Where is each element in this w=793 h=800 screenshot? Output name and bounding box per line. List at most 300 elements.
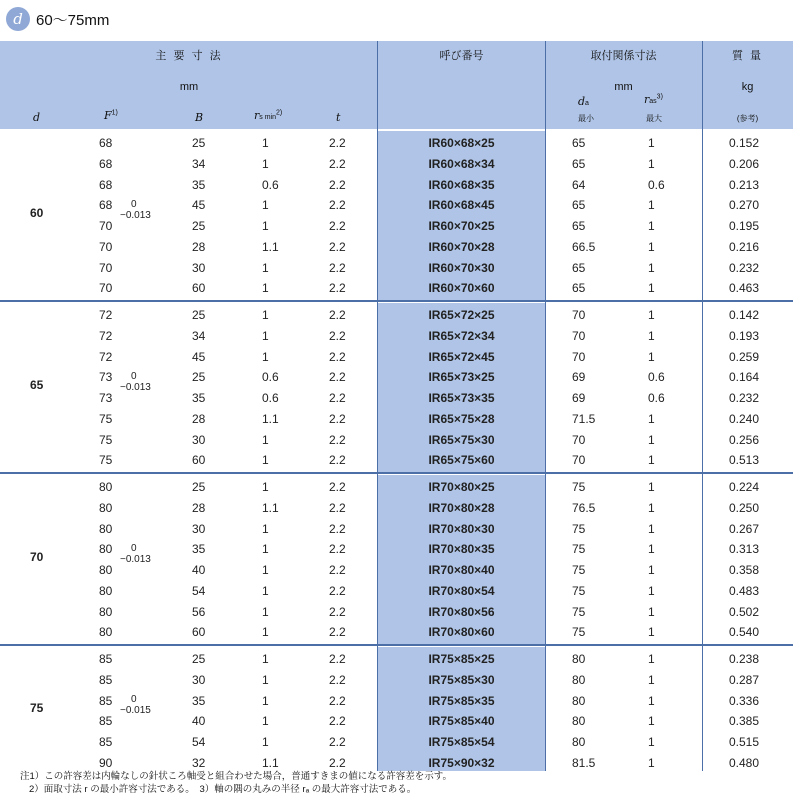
ras-max-value: 1 xyxy=(648,198,655,213)
B-value: 40 xyxy=(192,714,206,729)
main-dimensions-heading: 主 要 寸 法 xyxy=(155,50,223,62)
table-row xyxy=(0,519,793,540)
r-min-value: 1.1 xyxy=(262,411,279,426)
r-min-value: 1.1 xyxy=(262,500,279,515)
ras-max-value: 1 xyxy=(648,735,655,749)
B-value: 30 xyxy=(192,672,206,687)
mass-value: 0.270 xyxy=(729,198,760,213)
da-min-value: 65 xyxy=(572,281,586,296)
t-value: 2.2 xyxy=(329,391,346,405)
mass-value: 0.515 xyxy=(729,735,760,749)
r-min-value: 1 xyxy=(262,453,269,468)
table-row xyxy=(0,258,793,279)
ras-max-value: 1 xyxy=(648,563,655,577)
F-value: 75 xyxy=(99,432,113,447)
designation: IR75×85×40 xyxy=(428,714,495,729)
mass-value: 0.232 xyxy=(729,391,760,405)
col-ras-note: 最大 xyxy=(646,114,662,123)
t-value: 2.2 xyxy=(329,328,346,343)
B-value: 60 xyxy=(192,453,206,468)
r-min-value: 1 xyxy=(262,432,269,447)
F-value: 68 xyxy=(99,177,113,192)
table-row xyxy=(0,154,793,175)
r-min-value: 1.1 xyxy=(262,755,279,770)
mass-value: 0.213 xyxy=(729,177,760,192)
t-value: 2.2 xyxy=(329,370,346,385)
designation: IR70×80×60 xyxy=(428,625,495,640)
F-tolerance xyxy=(120,543,151,565)
table-row xyxy=(0,732,793,753)
designation: IR70×80×28 xyxy=(428,500,495,515)
t-value: 2.2 xyxy=(329,604,346,619)
t-value: 2.2 xyxy=(329,625,346,640)
designation: IR70×80×54 xyxy=(428,583,495,598)
tolerance-upper: 0 xyxy=(131,543,137,554)
ras-max-value: 1 xyxy=(648,281,655,296)
F-value: 72 xyxy=(99,308,113,322)
F-value: 80 xyxy=(99,521,113,536)
mass-value: 0.267 xyxy=(729,521,760,536)
table-row xyxy=(0,195,793,216)
t-value: 2.2 xyxy=(329,260,346,275)
designation: IR75×90×32 xyxy=(428,755,495,770)
mass-value: 0.259 xyxy=(729,349,760,364)
ras-max-value: 1 xyxy=(648,480,655,494)
r-min-value: 1 xyxy=(262,583,269,598)
ras-max-value: 1 xyxy=(648,672,655,687)
ras-max-value: 1 xyxy=(648,652,655,666)
col-da-header: da xyxy=(578,95,589,108)
da-min-value: 75 xyxy=(572,563,586,577)
da-min-value: 69 xyxy=(572,370,586,385)
B-value: 34 xyxy=(192,156,206,171)
t-value: 2.2 xyxy=(329,693,346,708)
designation: IR60×68×25 xyxy=(428,136,495,150)
col-da-note: 最小 xyxy=(578,114,594,123)
t-value: 2.2 xyxy=(329,219,346,233)
designation: IR75×85×54 xyxy=(428,735,495,749)
r-min-value: 1 xyxy=(262,219,269,233)
table-row xyxy=(0,278,793,299)
col-ras-header: ras$^{3)}$ xyxy=(644,93,663,106)
F-value: 70 xyxy=(99,281,113,296)
t-value: 2.2 xyxy=(329,308,346,322)
mass-value: 0.502 xyxy=(729,604,760,619)
mass-value: 0.238 xyxy=(729,652,760,666)
mass-value: 0.483 xyxy=(729,583,760,598)
da-min-value: 81.5 xyxy=(572,755,596,770)
mass-value: 0.152 xyxy=(729,136,760,150)
table-row xyxy=(0,216,793,237)
group-separator xyxy=(0,472,793,474)
da-min-value: 70 xyxy=(572,453,586,468)
footnote-2-3: 2）面取寸法 r の最小許容寸法である。 3）軸の隅の丸みの半径 rₐ の最大許容寸法である。 xyxy=(29,784,417,795)
B-value: 35 xyxy=(192,542,206,557)
designation: IR75×85×30 xyxy=(428,672,495,687)
F-value: 80 xyxy=(99,480,113,494)
page-title xyxy=(6,6,109,32)
mass-value: 0.193 xyxy=(729,328,760,343)
r-min-value: 1 xyxy=(262,693,269,708)
t-value: 2.2 xyxy=(329,480,346,494)
F-value: 85 xyxy=(99,714,113,729)
r-min-value: 1.1 xyxy=(262,239,279,254)
F-value: 80 xyxy=(99,604,113,619)
F-value: 75 xyxy=(99,453,113,468)
da-min-value: 80 xyxy=(572,672,586,687)
table-row xyxy=(0,388,793,409)
table-header xyxy=(0,41,793,129)
F-value: 85 xyxy=(99,735,113,749)
designation: IR65×73×25 xyxy=(428,370,495,385)
main-dimensions-unit: mm xyxy=(179,81,199,93)
r-min-value: 1 xyxy=(262,563,269,577)
r-min-value: 1 xyxy=(262,521,269,536)
F-value: 80 xyxy=(99,583,113,598)
da-min-value: 69 xyxy=(572,391,586,405)
r-min-value: 1 xyxy=(262,714,269,729)
mass-value: 0.142 xyxy=(729,308,760,322)
table-row xyxy=(0,409,793,430)
F-value: 70 xyxy=(99,239,113,254)
table-row xyxy=(0,367,793,388)
size-range: 60～75mm xyxy=(36,11,110,29)
table-row xyxy=(0,175,793,196)
mass-value: 0.358 xyxy=(729,563,760,577)
designation: IR60×68×35 xyxy=(428,177,495,192)
t-value: 2.2 xyxy=(329,453,346,468)
da-min-value: 75 xyxy=(572,542,586,557)
r-min-value: 1 xyxy=(262,281,269,296)
table-row xyxy=(0,237,793,258)
footnotes xyxy=(20,770,452,796)
r-min-value: 1 xyxy=(262,735,269,749)
r-min-value: 1 xyxy=(262,625,269,640)
B-value: 56 xyxy=(192,604,206,619)
ras-max-value: 0.6 xyxy=(648,391,665,405)
ras-max-value: 1 xyxy=(648,349,655,364)
table-row xyxy=(0,711,793,732)
r-min-value: 0.6 xyxy=(262,177,279,192)
r-min-value: 1 xyxy=(262,349,269,364)
mounting-unit: mm xyxy=(614,81,633,93)
mass-value: 0.256 xyxy=(729,432,760,447)
t-value: 2.2 xyxy=(329,432,346,447)
designation: IR70×80×30 xyxy=(428,521,495,536)
mass-value: 0.385 xyxy=(729,714,760,729)
ras-max-value: 1 xyxy=(648,432,655,447)
t-value: 2.2 xyxy=(329,542,346,557)
designation: IR60×70×28 xyxy=(428,239,495,254)
t-value: 2.2 xyxy=(329,755,346,770)
ras-max-value: 1 xyxy=(648,583,655,598)
designation: IR60×70×30 xyxy=(428,260,495,275)
r-min-value: 1 xyxy=(262,672,269,687)
t-value: 2.2 xyxy=(329,349,346,364)
t-value: 2.2 xyxy=(329,735,346,749)
mass-value: 0.336 xyxy=(729,693,760,708)
mass-note: (参考) xyxy=(736,114,759,123)
mass-value: 0.206 xyxy=(729,156,760,171)
mass-unit: kg xyxy=(741,81,754,93)
designation: IR65×72×45 xyxy=(428,349,495,364)
bore-diameter-d: 75 xyxy=(30,701,44,716)
mounting-header: 取付関係寸法 xyxy=(590,50,657,62)
bore-diameter-d: 60 xyxy=(30,206,44,220)
bore-diameter-d: 70 xyxy=(30,550,44,564)
t-value: 2.2 xyxy=(329,652,346,666)
B-value: 54 xyxy=(192,735,206,749)
B-value: 40 xyxy=(192,563,206,577)
designation: IR60×70×25 xyxy=(428,219,495,233)
table-row xyxy=(0,670,793,691)
da-min-value: 65 xyxy=(572,260,586,275)
r-min-value: 1 xyxy=(262,156,269,171)
group-separator xyxy=(0,644,793,646)
da-min-value: 70 xyxy=(572,328,586,343)
t-value: 2.2 xyxy=(329,239,346,254)
col-t-header: t xyxy=(336,111,341,124)
r-min-value: 1 xyxy=(262,328,269,343)
mass-value: 0.224 xyxy=(729,480,760,494)
mass-value: 0.195 xyxy=(729,219,760,233)
designation: IR70×80×40 xyxy=(428,563,495,577)
t-value: 2.2 xyxy=(329,583,346,598)
F-value: 90 xyxy=(99,755,113,770)
ras-max-value: 1 xyxy=(648,521,655,536)
ras-max-value: 1 xyxy=(648,755,655,770)
da-min-value: 64 xyxy=(572,177,586,192)
t-value: 2.2 xyxy=(329,156,346,171)
bore-diameter-d: 65 xyxy=(30,378,44,392)
F-value: 85 xyxy=(99,672,113,687)
r-min-value: 1 xyxy=(262,260,269,275)
mass-value: 0.513 xyxy=(729,453,760,468)
designation: IR70×80×56 xyxy=(428,604,495,619)
F-value: 73 xyxy=(99,370,113,385)
col-r-header: rs $\min^{2)}$ xyxy=(254,109,283,122)
B-value: 28 xyxy=(192,411,206,426)
ras-max-value: 1 xyxy=(648,693,655,708)
B-value: 45 xyxy=(192,198,206,213)
table-row xyxy=(0,622,793,643)
F-value: 85 xyxy=(99,693,113,708)
da-min-value: 75 xyxy=(572,480,586,494)
designation: IR60×68×45 xyxy=(428,198,495,213)
B-value: 28 xyxy=(192,239,206,254)
table-row xyxy=(0,581,793,602)
ras-max-value: 1 xyxy=(648,453,655,468)
ras-max-value: 1 xyxy=(648,714,655,729)
da-min-value: 80 xyxy=(572,652,586,666)
B-value: 35 xyxy=(192,177,206,192)
F-tolerance xyxy=(120,371,151,393)
t-value: 2.2 xyxy=(329,411,346,426)
designation-header: 呼び番号 xyxy=(439,50,484,62)
F-value: 75 xyxy=(99,411,113,426)
F-tolerance xyxy=(120,694,151,716)
mass-value: 0.463 xyxy=(729,281,760,296)
B-value: 25 xyxy=(192,219,206,233)
ras-max-value: 1 xyxy=(648,500,655,515)
F-value: 80 xyxy=(99,625,113,640)
F-value: 85 xyxy=(99,652,113,666)
col-B-header: B xyxy=(195,111,204,124)
F-value: 80 xyxy=(99,500,113,515)
r-min-value: 1 xyxy=(262,652,269,666)
table-row xyxy=(0,498,793,519)
r-min-value: 1 xyxy=(262,542,269,557)
B-value: 25 xyxy=(192,136,206,150)
ras-max-value: 1 xyxy=(648,411,655,426)
table-row xyxy=(0,133,793,154)
tolerance-lower: −0.013 xyxy=(120,554,151,565)
da-min-value: 75 xyxy=(572,625,586,640)
da-min-value: 75 xyxy=(572,604,586,619)
designation: IR65×72×25 xyxy=(428,308,495,322)
B-value: 60 xyxy=(192,625,206,640)
da-min-value: 80 xyxy=(572,735,586,749)
ras-max-value: 1 xyxy=(648,239,655,254)
B-value: 45 xyxy=(192,349,206,364)
B-value: 30 xyxy=(192,260,206,275)
da-min-value: 76.5 xyxy=(572,500,596,515)
footnote-1: 注1）この許容差は内輪なしの針状ころ軸受と組合わせた場合，普通すきまの値になる許容差を示す。 xyxy=(20,771,453,782)
da-min-value: 75 xyxy=(572,583,586,598)
da-min-value: 65 xyxy=(572,198,586,213)
table-row xyxy=(0,450,793,471)
t-value: 2.2 xyxy=(329,521,346,536)
da-min-value: 66.5 xyxy=(572,239,596,254)
B-value: 30 xyxy=(192,521,206,536)
r-min-value: 1 xyxy=(262,308,269,322)
B-value: 35 xyxy=(192,391,206,405)
designation: IR60×70×60 xyxy=(428,281,495,296)
t-value: 2.2 xyxy=(329,714,346,729)
table-row xyxy=(0,560,793,581)
group-separator xyxy=(0,300,793,302)
mass-value: 0.250 xyxy=(729,500,760,515)
da-min-value: 65 xyxy=(572,219,586,233)
B-value: 60 xyxy=(192,281,206,296)
mass-value: 0.313 xyxy=(729,542,760,557)
d-symbol-badge: d xyxy=(6,7,30,31)
designation: IR65×75×28 xyxy=(428,411,495,426)
B-value: 25 xyxy=(192,652,206,666)
table-row xyxy=(0,305,793,326)
F-value: 68 xyxy=(99,136,113,150)
designation: IR65×72×34 xyxy=(428,328,495,343)
table-row xyxy=(0,347,793,368)
mass-value: 0.287 xyxy=(729,672,760,687)
ras-max-value: 1 xyxy=(648,136,655,150)
tolerance-lower: −0.013 xyxy=(120,210,151,221)
da-min-value: 71.5 xyxy=(572,411,596,426)
F-value: 72 xyxy=(99,349,113,364)
B-value: 32 xyxy=(192,755,206,770)
da-min-value: 70 xyxy=(572,432,586,447)
designation: IR75×85×25 xyxy=(428,652,495,666)
t-value: 2.2 xyxy=(329,500,346,515)
r-min-value: 1 xyxy=(262,136,269,150)
da-min-value: 70 xyxy=(572,349,586,364)
F-value: 68 xyxy=(99,198,113,213)
mass-value: 0.240 xyxy=(729,411,760,426)
designation: IR65×75×60 xyxy=(428,453,495,468)
ras-max-value: 1 xyxy=(648,156,655,171)
B-value: 25 xyxy=(192,370,206,385)
da-min-value: 80 xyxy=(572,714,586,729)
ras-max-value: 1 xyxy=(648,260,655,275)
ras-max-value: 1 xyxy=(648,604,655,619)
table-row xyxy=(0,649,793,670)
t-value: 2.2 xyxy=(329,136,346,150)
designation: IR60×68×34 xyxy=(428,156,495,171)
B-value: 35 xyxy=(192,693,206,708)
ras-max-value: 0.6 xyxy=(648,177,665,192)
B-value: 34 xyxy=(192,328,206,343)
ras-max-value: 1 xyxy=(648,308,655,322)
designation: IR65×73×35 xyxy=(428,391,495,405)
r-min-value: 1 xyxy=(262,480,269,494)
table-row xyxy=(0,539,793,560)
table-row xyxy=(0,602,793,623)
r-min-value: 1 xyxy=(262,604,269,619)
designation: IR65×75×30 xyxy=(428,432,495,447)
designation: IR70×80×25 xyxy=(428,480,495,494)
ras-max-value: 1 xyxy=(648,328,655,343)
tolerance-lower: −0.015 xyxy=(120,705,151,717)
designation: IR70×80×35 xyxy=(428,542,495,557)
B-value: 25 xyxy=(192,480,206,494)
B-value: 30 xyxy=(192,432,206,447)
da-min-value: 65 xyxy=(572,136,586,150)
ras-max-value: 0.6 xyxy=(648,370,665,385)
mass-value: 0.232 xyxy=(729,260,760,275)
da-min-value: 70 xyxy=(572,308,586,322)
F-value: 80 xyxy=(99,542,113,557)
r-min-value: 0.6 xyxy=(262,391,279,405)
t-value: 2.2 xyxy=(329,177,346,192)
col-d-header: d xyxy=(33,111,41,124)
r-min-value: 1 xyxy=(262,198,269,213)
t-value: 2.2 xyxy=(329,198,346,213)
ras-max-value: 1 xyxy=(648,625,655,640)
da-min-value: 80 xyxy=(572,693,586,708)
table-row xyxy=(0,691,793,712)
mass-value: 0.540 xyxy=(729,625,760,640)
B-value: 54 xyxy=(192,583,206,598)
mass-value: 0.216 xyxy=(729,239,760,254)
F-tolerance xyxy=(120,199,151,221)
t-value: 2.2 xyxy=(329,563,346,577)
tolerance-upper: 0 xyxy=(131,694,137,706)
tolerance-upper: 0 xyxy=(131,199,137,210)
mass-value: 0.480 xyxy=(729,755,760,770)
r-min-value: 0.6 xyxy=(262,370,279,385)
mass-value: 0.164 xyxy=(729,370,760,385)
col-F-header: $F^{1)}$ xyxy=(104,109,118,122)
F-value: 70 xyxy=(99,219,113,233)
t-value: 2.2 xyxy=(329,281,346,296)
ras-max-value: 1 xyxy=(648,542,655,557)
F-value: 80 xyxy=(99,563,113,577)
mass-header: 質 量 xyxy=(731,50,764,62)
designation: IR75×85×35 xyxy=(428,693,495,708)
F-value: 70 xyxy=(99,260,113,275)
F-value: 68 xyxy=(99,156,113,171)
B-value: 28 xyxy=(192,500,206,515)
